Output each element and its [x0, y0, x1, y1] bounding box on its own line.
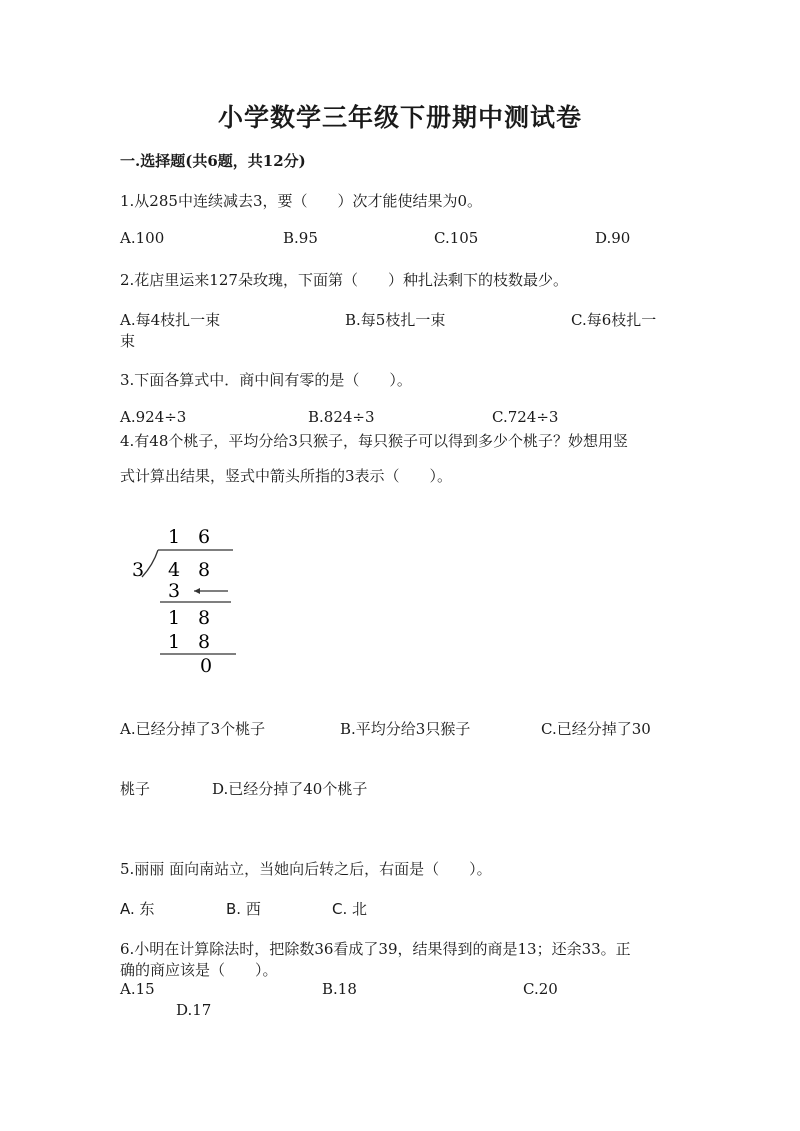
- dividend-digit: 8: [198, 559, 211, 581]
- question-4-stem-cont: 式计算出结果，竖式中箭头所指的3表示（ ）。: [120, 467, 453, 485]
- q1-option-c: C.105: [434, 229, 479, 247]
- q1-option-b: B.95: [283, 229, 318, 247]
- q6-option-c: C.20: [523, 980, 558, 998]
- dividend-digit: 4: [168, 559, 181, 581]
- q5-option-a: A. 东: [120, 900, 155, 918]
- q2-option-b: B.每5枝扎一束: [345, 311, 446, 329]
- step-digit: 8: [198, 607, 211, 629]
- step-digit: 8: [198, 631, 211, 653]
- question-6-stem-cont: 确的商应该是（ ）。: [120, 961, 278, 979]
- q4-option-c: C.已经分掉了30: [541, 720, 651, 738]
- q1-option-d: D.90: [595, 229, 631, 247]
- arrow-head: [194, 588, 200, 594]
- q2-option-a: A.每4枝扎一束: [120, 311, 221, 329]
- q1-option-a: A.100: [120, 229, 165, 247]
- step-digit: 1: [168, 607, 181, 629]
- divisor-digit: 3: [132, 559, 145, 581]
- section-heading: 一.选择题(共6题，共12分): [120, 152, 306, 170]
- step-digit: 1: [168, 631, 181, 653]
- quotient-digit: 1: [168, 526, 181, 548]
- division-bracket: [142, 550, 158, 577]
- q3-option-c: C.724÷3: [492, 408, 559, 426]
- q3-option-a: A.924÷3: [120, 408, 187, 426]
- subtract-digit: 3: [168, 580, 181, 602]
- question-1-stem: 1.从285中连续减去3，要（ ）次才能使结果为0。: [120, 192, 483, 210]
- quotient-digit: 6: [198, 526, 211, 548]
- question-3-stem: 3.下面各算式中．商中间有零的是（ ）。: [120, 371, 412, 389]
- question-6-stem: 6.小明在计算除法时，把除数36看成了39，结果得到的商是13；还余33。正: [120, 940, 631, 958]
- question-5-stem: 5.丽丽 面向南站立，当她向后转之后，右面是（ ）。: [120, 860, 492, 878]
- question-4-stem: 4.有48个桃子，平均分给3只猴子，每只猴子可以得到多少个桃子？妙想用竖: [120, 432, 628, 450]
- q6-option-a: A.15: [120, 980, 155, 998]
- q6-option-b: B.18: [322, 980, 357, 998]
- q2-option-c: C.每6枝扎一: [571, 311, 657, 329]
- q4-option-d: D.已经分掉了40个桃子: [212, 780, 368, 798]
- q6-option-d: D.17: [176, 1001, 212, 1019]
- remainder-digit: 0: [200, 655, 213, 677]
- q4-option-b: B.平均分给3只猴子: [340, 720, 471, 738]
- q2-option-c-wrap: 束: [120, 332, 136, 350]
- q4-option-a: A.已经分掉了3个桃子: [120, 720, 266, 738]
- page-title: 小学数学三年级下册期中测试卷: [217, 103, 582, 132]
- q5-option-b: B. 西: [226, 900, 261, 918]
- q4-option-c-wrap: 桃子: [120, 780, 151, 798]
- long-division-figure: [120, 515, 250, 680]
- question-2-stem: 2.花店里运来127朵玫瑰，下面第（ ）种扎法剩下的枝数最少。: [120, 271, 568, 289]
- q5-option-c: C. 北: [332, 900, 368, 918]
- q3-option-b: B.824÷3: [308, 408, 375, 426]
